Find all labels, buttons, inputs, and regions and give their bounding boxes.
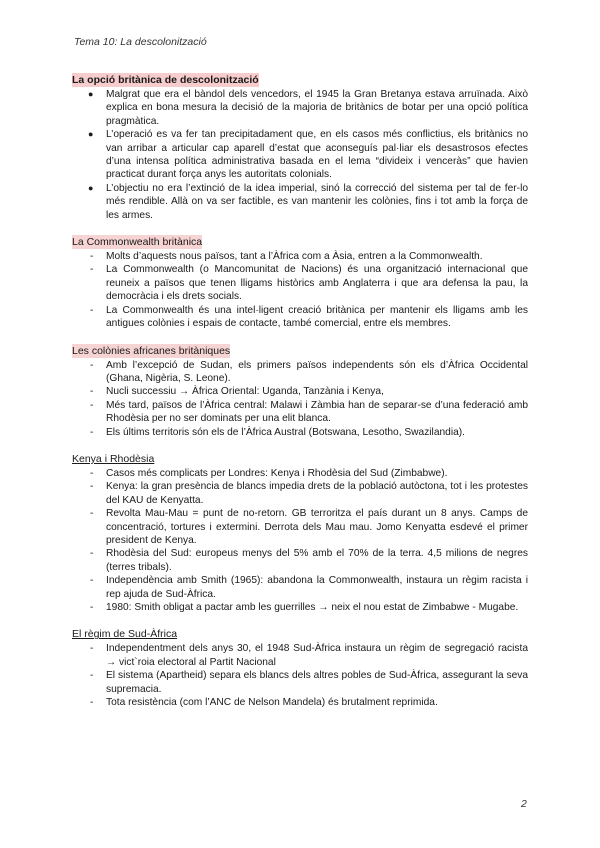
list-item	[72, 263, 528, 303]
list-item-text: Tota resistència (com l’ANC de Nelson Mandela) és brutalment reprimida.	[106, 697, 438, 709]
dash-icon: -	[90, 643, 94, 655]
list-item-text: Independència amb Smith (1965): abandona la Commonwealth, instaura un règim racista i rep ajuda de Sud-Àfrica.	[106, 575, 528, 600]
document-body	[72, 70, 528, 719]
list-item	[72, 642, 528, 669]
section-heading: La Commonwealth britànica	[72, 236, 203, 249]
bullet-icon: ●	[88, 129, 94, 140]
bullet-list	[72, 359, 528, 439]
dash-icon: -	[90, 359, 94, 371]
bullet-icon: ●	[88, 89, 94, 99]
section-heading: La opció britànica de descolonització	[72, 74, 259, 86]
bullet-list	[72, 250, 528, 330]
list-item-text: Amb l’excepció de Sudan, els primers països independents són els d’Àfrica Occidental (Ghana, Nigèria, S. Leone).	[106, 359, 528, 384]
list-item	[72, 669, 528, 696]
section-kenya-rhodesia	[72, 449, 528, 614]
section-south-africa	[72, 624, 528, 709]
list-item	[72, 547, 528, 574]
list-item-text: Molts d’aquests nous països, tant a l’Àfrica com a Àsia, entren a la Commonwealth.	[106, 251, 483, 263]
bullet-icon: ●	[88, 182, 94, 193]
list-item	[72, 507, 528, 547]
list-item	[72, 399, 528, 426]
list-item-text: Revolta Mau-Mau = punt de no-retorn. GB terroritza el país durant un 8 anys. Camps de concentració, tortures i extermini. Derrota dels Mau mau. Jomo Kenyatta esdevé el primer president de Kenya.	[106, 508, 528, 546]
list-item	[72, 182, 528, 222]
section-heading: Kenya i Rhodèsia	[72, 452, 155, 465]
list-item-text: Malgrat que era el bàndol dels vencedors, el 1945 la Gran Bretanya estava arruïnada. Això explica en bona mesura la decisió de la majoria de britànics de botar per una opció política pragmàtica.	[106, 89, 528, 127]
list-item-text: L’operació es va fer tan precipitadament que, en els casos més conflictius, els britànics no van arribar a articular cap aparell d’estat que aconseguís pal·liar els desastrosos efectes d’una intensa política administrativa basada en el lema “divideix i venceràs” que havien practicat durant força anys les autoritats colonials.	[106, 129, 528, 181]
section-heading: El règim de Sud-Àfrica	[72, 628, 178, 641]
list-item	[72, 426, 528, 439]
dash-icon: -	[90, 602, 94, 613]
list-item	[72, 601, 528, 614]
dash-icon: -	[90, 264, 94, 276]
list-item-text: La Commonwealth (o Mancomunitat de Nacions) és una organització internacional que reuneix a països que tenen lligams històrics amb Anglaterra i que ara defensa la pau, la democràcia i els drets socials.	[106, 264, 528, 303]
list-item-text: Més tard, països de l’Àfrica central: Malawi i Zàmbia han de separar-se d’una federació amb Rhodèsia per no ser dominats per una elit blanca.	[106, 399, 528, 425]
bullet-list	[72, 467, 528, 614]
list-item-text: El sistema (Apartheid) separa els blancs dels altres pobles de Sud-Àfrica, assegurant la seva supremacia.	[106, 670, 528, 695]
dash-icon: -	[90, 575, 94, 587]
dash-icon: -	[90, 467, 94, 479]
list-item-text: Kenya: la gran presència de blancs impedia drets de la població autòctona, tot i les protestes del KAU de Kenyatta.	[106, 481, 528, 506]
list-item	[72, 304, 528, 331]
list-item	[72, 480, 528, 507]
dash-icon: -	[90, 481, 94, 493]
page-header: Tema 10: La descolonització	[74, 36, 207, 48]
list-item-text: Independentment dels anys 30, el 1948 Sud-Àfrica instaura un règim de segregació racista → vict`roia electoral al Partit Nacional	[106, 643, 528, 668]
dash-icon: -	[90, 670, 94, 682]
list-item-text: 1980: Smith obligat a pactar amb les guerrilles → neix el nou estat de Zimbabwe - Mugabe.	[106, 602, 519, 613]
dash-icon: -	[90, 508, 94, 520]
section-heading: Les colònies africanes britàniques	[72, 344, 231, 357]
section-british-option	[72, 70, 528, 222]
list-item	[72, 250, 528, 263]
section-commonwealth	[72, 232, 528, 330]
dash-icon: -	[90, 426, 94, 438]
dash-icon: -	[90, 697, 94, 709]
list-item	[72, 574, 528, 601]
list-item	[72, 696, 528, 709]
list-item	[72, 385, 528, 398]
list-item-text: La Commonwealth és una intel·ligent creació britànica per mantenir els lligams amb les antigues colònies i espais de contacte, també comercial, entre els membres.	[106, 304, 528, 330]
bullet-list	[72, 642, 528, 709]
bullet-list	[72, 88, 528, 222]
dash-icon: -	[90, 251, 94, 263]
list-item-text: L’objectiu no era l’extinció de la idea imperial, sinó la correcció del sistema per tal de fer-lo més rendible. Allà on va ser factible, es van mantenir les colònies, fins i tot amb la força de les armes.	[106, 182, 528, 221]
list-item-text: Els últims territoris són els de l’Àfrica Austral (Botswana, Lesotho, Swazilandia).	[106, 426, 465, 438]
list-item-text: Rhodèsia del Sud: europeus menys del 5% amb el 70% de la terra. 4,5 milions de negres (terres tribals).	[106, 548, 528, 573]
dash-icon: -	[90, 386, 94, 398]
list-item	[72, 128, 528, 182]
dash-icon: -	[90, 304, 94, 316]
section-african-colonies	[72, 341, 528, 439]
page-number: 2	[521, 798, 527, 810]
list-item	[72, 467, 528, 480]
list-item-text: Nucli successiu → Àfrica Oriental: Uganda, Tanzània i Kenya,	[106, 386, 384, 398]
list-item	[72, 359, 528, 386]
list-item	[72, 88, 528, 128]
dash-icon: -	[90, 548, 94, 560]
dash-icon: -	[90, 399, 94, 411]
list-item-text: Casos més complicats per Londres: Kenya i Rhodèsia del Sud (Zimbabwe).	[106, 467, 448, 479]
